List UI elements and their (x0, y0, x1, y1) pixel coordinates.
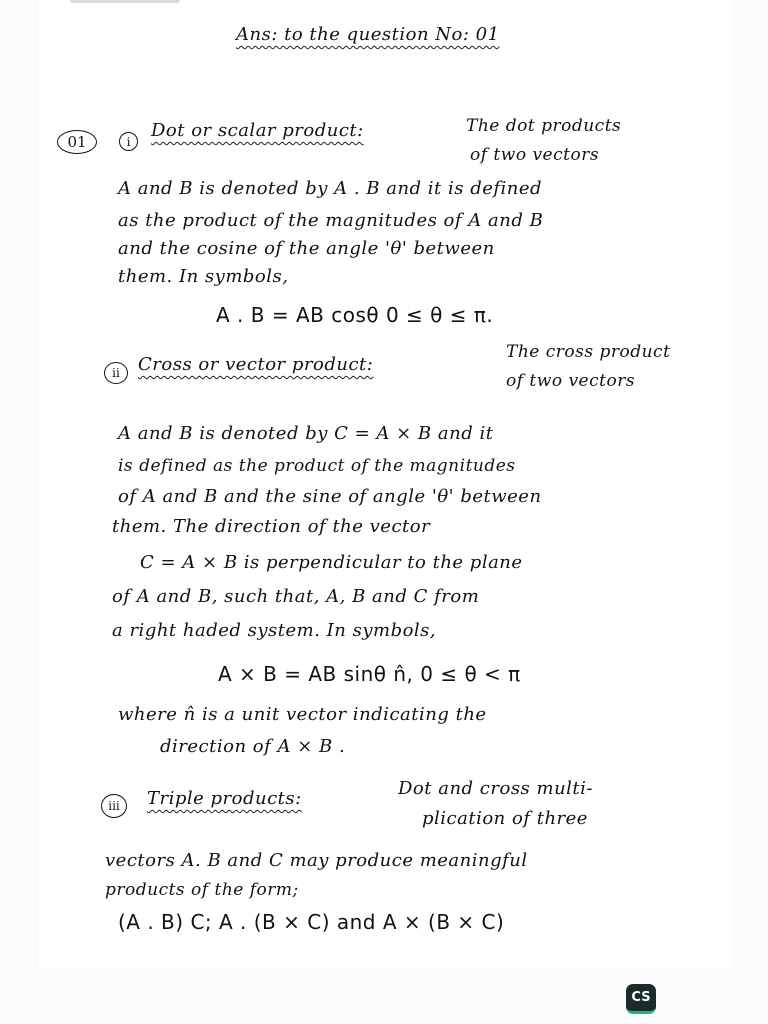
section-3-equation: (A . B) C; A . (B × C) and A × (B × C) (118, 910, 505, 934)
section-1-line-3: A and B is denoted by A . B and it is defined (118, 178, 543, 199)
section-1-marker: i (119, 132, 138, 151)
section-2-line-1: The cross product (506, 342, 671, 362)
section-2-after-line-2: direction of A × B . (160, 736, 346, 757)
scan-edge-mark (70, 0, 180, 3)
section-2-heading: Cross or vector product: (138, 354, 374, 375)
section-3-line-3: vectors A. B and C may produce meaningful (105, 850, 528, 871)
paper-sheet (38, 0, 732, 968)
section-2-line-3: A and B is denoted by C = A × B and it (118, 423, 494, 444)
section-1-line-5: and the cosine of the angle 'θ' between (118, 238, 495, 259)
section-1-line-4: as the product of the magnitudes of A and B (118, 210, 544, 231)
section-2-marker: ii (104, 362, 128, 384)
section-2-line-6: them. The direction of the vector (112, 516, 431, 537)
question-number-badge: 01 (57, 130, 97, 154)
camscanner-logo: CS (626, 984, 656, 1014)
answer-title: Ans: to the question No: 01 (236, 24, 500, 45)
section-3-line-4: products of the form; (105, 880, 299, 900)
section-3-heading: Triple products: (147, 788, 302, 809)
section-1-heading: Dot or scalar product: (151, 120, 364, 141)
section-2-line-7: C = A × B is perpendicular to the plane (140, 552, 523, 573)
section-1-line-2: of two vectors (470, 145, 600, 165)
section-3-line-2: plication of three (422, 808, 588, 829)
section-1-equation: A . B = AB cosθ 0 ≤ θ ≤ π. (216, 303, 494, 327)
section-2-line-5: of A and B and the sine of angle 'θ' between (118, 486, 542, 507)
section-3-line-1: Dot and cross multi- (398, 778, 594, 799)
section-2-line-4: is defined as the product of the magnitudes (118, 456, 516, 476)
section-2-equation: A × B = AB sinθ n̂, 0 ≤ θ < π (218, 662, 521, 686)
section-1-line-6: them. In symbols, (118, 266, 289, 287)
section-1-line-1: The dot products (466, 116, 622, 136)
section-2-line-8: of A and B, such that, A, B and C from (112, 586, 480, 607)
section-2-line-9: a right haded system. In symbols, (112, 620, 437, 641)
section-2-line-2: of two vectors (506, 371, 636, 391)
section-2-after-line-1: where n̂ is a unit vector indicating the (118, 704, 487, 725)
section-3-marker: iii (101, 794, 127, 818)
